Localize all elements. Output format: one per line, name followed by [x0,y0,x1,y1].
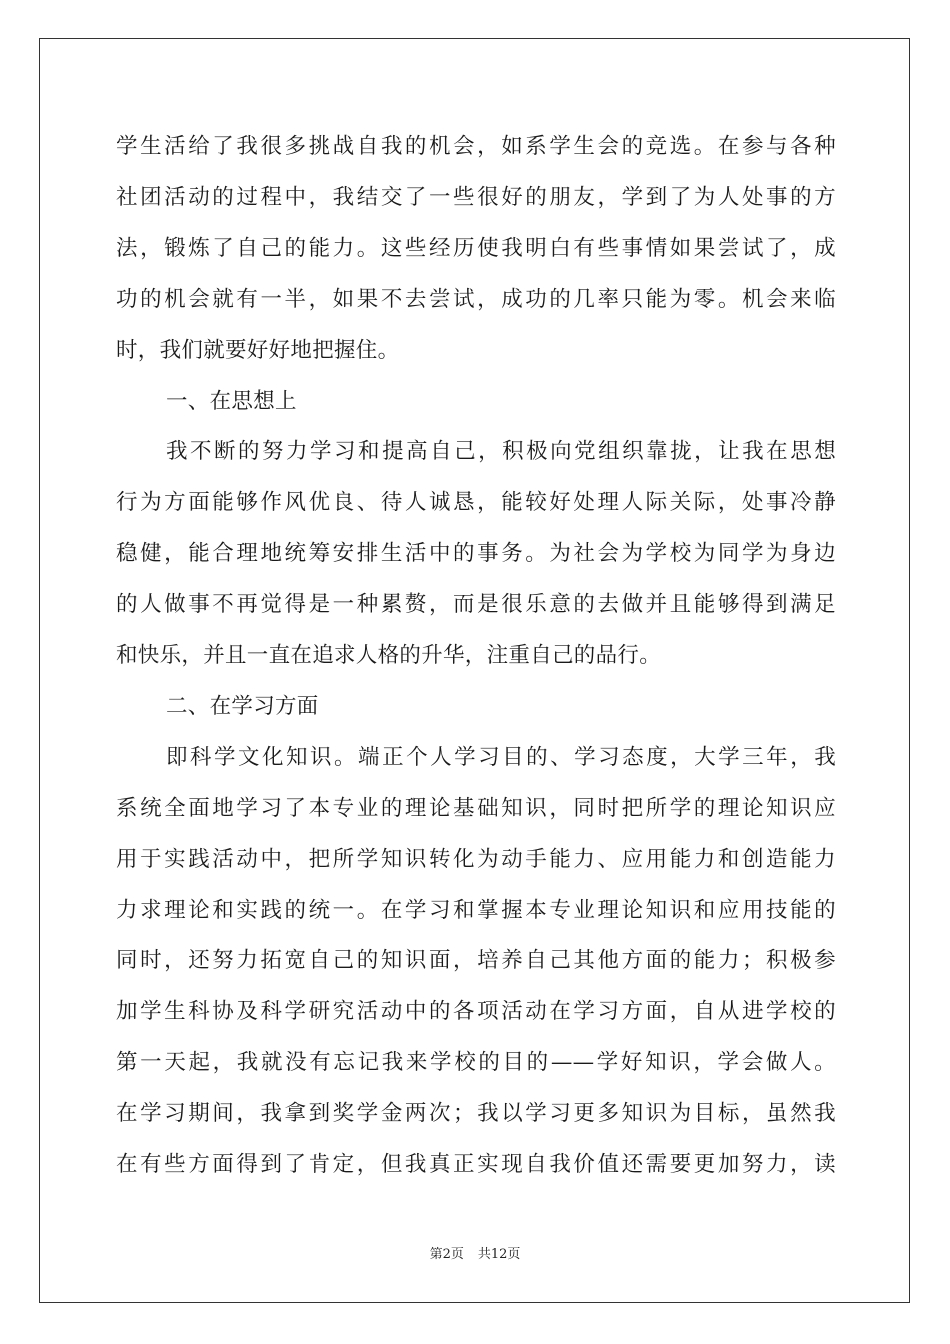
text-line: 力求理论和实践的统一。在学习和掌握本专业理论知识和应用技能的 [116,897,836,923]
page-number-total: 共12页 [477,1247,521,1262]
text-line: 法，锻炼了自己的能力。这些经历使我明白有些事情如果尝试了，成 [116,235,836,261]
text-line: 和快乐，并且一直在追求人格的升华，注重自己的品行。 [116,643,662,668]
text-line: 稳健，能合理地统筹安排生活中的事务。为社会为学校为同学为身边 [116,541,836,567]
text-line: 社团活动的过程中，我结交了一些很好的朋友，学到了为人处事的方 [116,184,836,210]
text-line: 时，我们就要好好地把握住。 [116,337,400,363]
text-line: 行为方面能够作风优良、待人诚恳，能较好处理人际关际，处事冷静 [116,490,836,516]
text-line: 同时，还努力拓宽自己的知识面，培养自己其他方面的能力；积极参 [116,948,836,974]
text-line: 即科学文化知识。端正个人学习目的、学习态度，大学三年，我 [166,744,836,770]
text-line: 的人做事不再觉得是一种累赘，而是很乐意的去做并且能够得到满足 [116,592,836,618]
text-line: 学生活给了我很多挑战自我的机会，如系学生会的竞选。在参与各种 [116,134,836,159]
page-number-current: 第2页 [429,1247,464,1262]
text-line: 在有些方面得到了肯定，但我真正实现自我价值还需要更加努力，读 [116,1152,836,1177]
text-line: 用于实践活动中，把所学知识转化为动手能力、应用能力和创造能力 [116,846,836,872]
text-line: 功的机会就有一半，如果不去尝试，成功的几率只能为零。机会来临 [116,286,836,312]
page-footer [0,1246,950,1264]
text-line: 系统全面地学习了本专业的理论基础知识，同时把所学的理论知识应 [116,795,836,821]
text-line: 加学生科协及科学研究活动中的各项活动在学习方面，自从进学校的 [116,999,836,1025]
text-line: 一、在思想上 [166,388,297,414]
text-line: 我不断的努力学习和提高自己，积极向党组织靠拢，让我在思想 [166,439,836,465]
text-line: 二、在学习方面 [166,693,319,719]
text-line: 在学习期间，我拿到奖学金两次；我以学习更多知识为目标，虽然我 [116,1101,836,1127]
text-line: 第一天起，我就没有忘记我来学校的目的——学好知识，学会做人。 [116,1050,836,1076]
